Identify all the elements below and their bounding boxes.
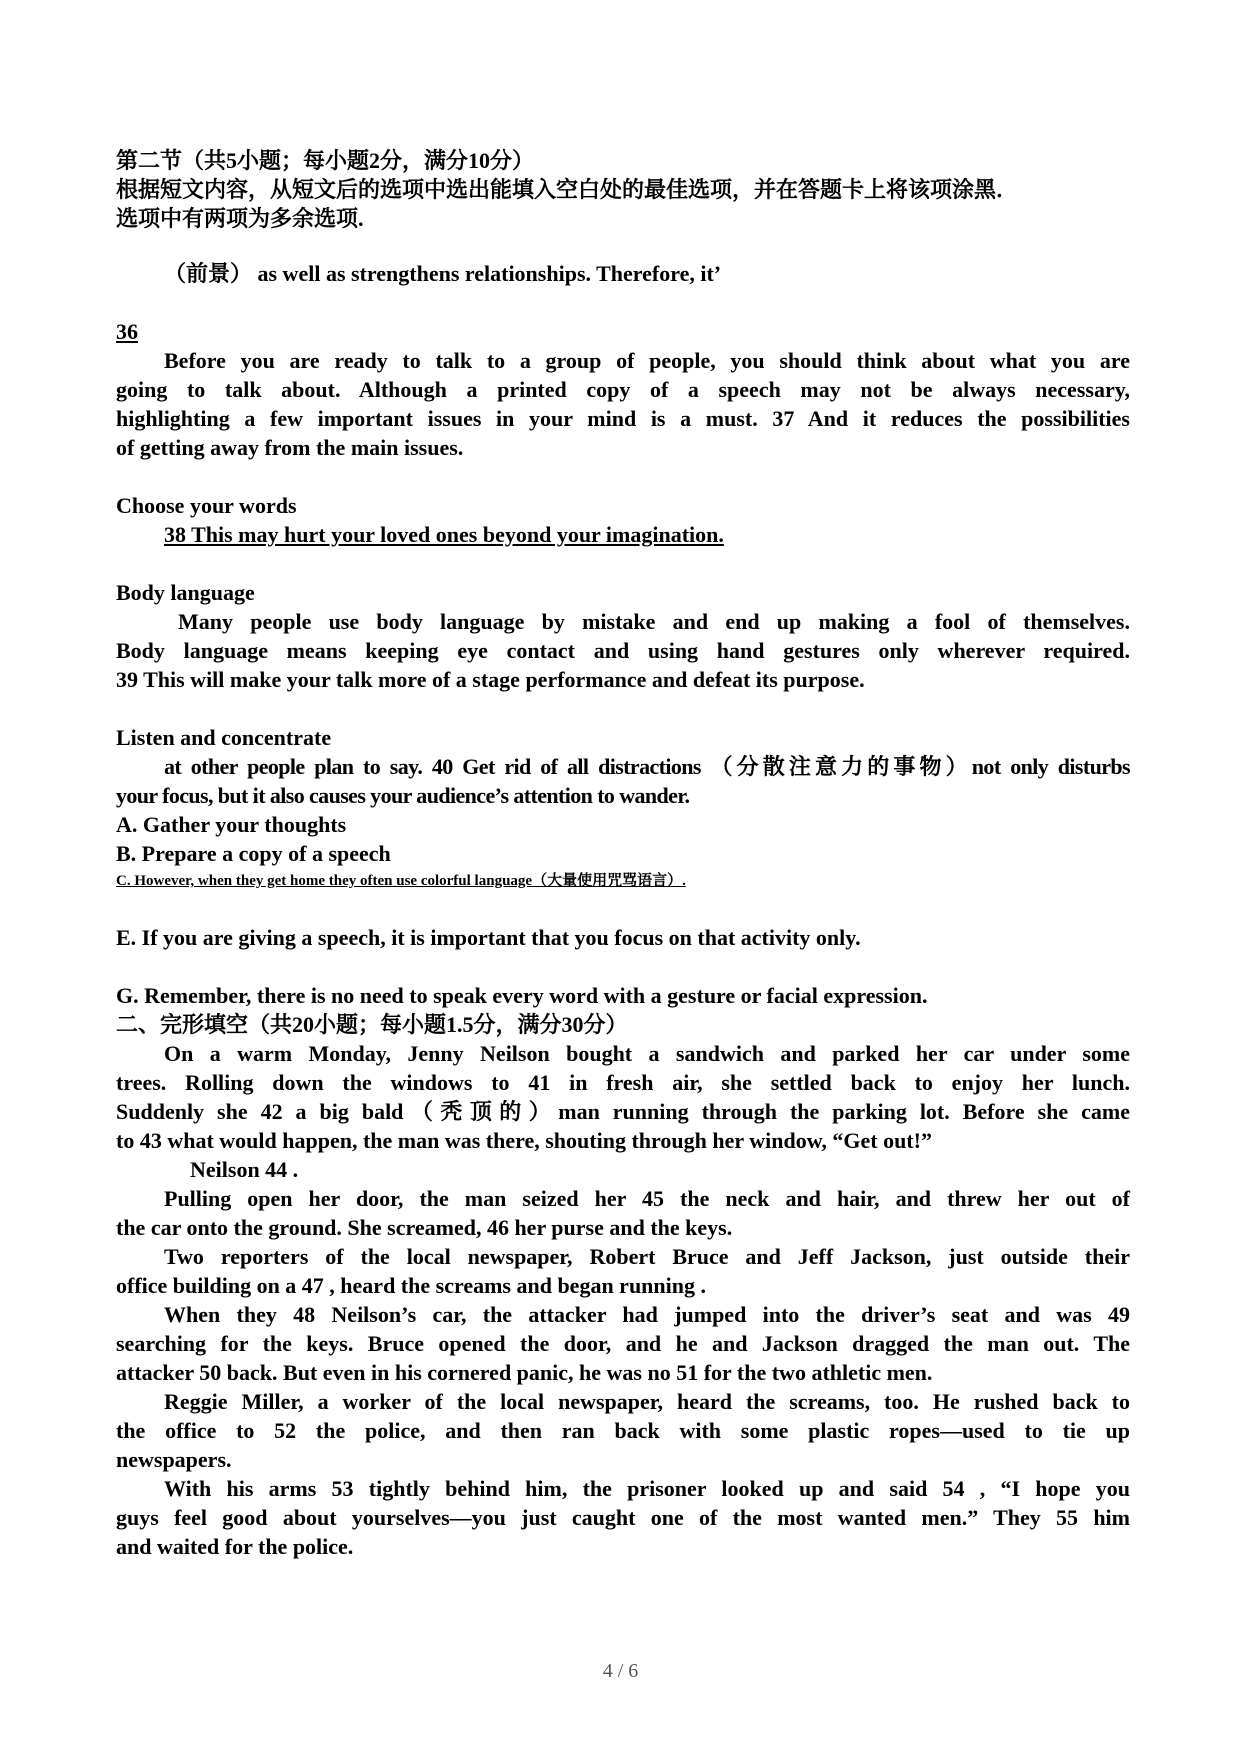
paragraph-line: 39 This will make your talk more of a stage performance and defeat its purpose. — [116, 667, 865, 692]
option-e: E. If you are giving a speech, it is important that you focus on that activity only. — [116, 925, 861, 950]
cloze-line: Two reporters of the local newspaper, Robert Bruce and Jeff Jackson, just outside their — [164, 1244, 1130, 1269]
cloze-line: When they 48 Neilson’s car, the attacker had jumped into the driver’s seat and was 49 — [164, 1302, 1130, 1327]
subheading-listen: Listen and concentrate — [116, 725, 332, 750]
cloze-line: Suddenly she 42 a big bald（秃顶的）man running through the parking lot. Before she came — [116, 1099, 1130, 1124]
paragraph-line: highlighting a few important issues in your mind is a must. 37 And it reduces the possibilities — [116, 406, 1130, 431]
paragraph-line: your focus, but it also causes your audience’s attention to wander. — [116, 783, 690, 808]
cloze-line: guys feel good about yourselves—you just caught one of the most wanted men.” They 55 him — [116, 1505, 1130, 1530]
cloze-line: office building on a 47 , heard the screams and began running . — [116, 1273, 707, 1298]
paragraph-line: Body language means keeping eye contact and using hand gestures only wherever required. — [116, 638, 1130, 663]
option-b: B. Prepare a copy of a speech — [116, 841, 391, 866]
option-a: A. Gather your thoughts — [116, 812, 347, 837]
option-c: C. However, when they get home they often use colorful language（大量使用咒骂语言）. — [116, 873, 686, 889]
cloze-line: Reggie Miller, a worker of the local newspaper, heard the screams, too. He rushed back to — [164, 1389, 1130, 1414]
blank-36: 36 — [116, 319, 138, 344]
cloze-line: to 43 what would happen, the man was there, shouting through her window, “Get out!” — [116, 1128, 932, 1153]
cloze-line: Pulling open her door, the man seized her 45 the neck and hair, and threw her out of — [164, 1186, 1130, 1211]
paragraph-line: Before you are ready to talk to a group of people, you should think about what you are — [164, 348, 1130, 373]
cloze-line: newspapers. — [116, 1447, 232, 1472]
section-heading: 第二节（共5小题；每小题2分，满分10分） — [116, 148, 535, 173]
cloze-line: the office to 52 the police, and then ran back with some plastic ropes—used to tie up — [116, 1418, 1130, 1443]
paragraph-line: going to talk about. Although a printed copy of a speech may not be always necessary, — [116, 377, 1130, 402]
cloze-line: searching for the keys. Bruce opened the door, and he and Jackson dragged the man out. The — [116, 1331, 1130, 1356]
passage-fragment: （前景） as well as strengthens relationships. Therefore, it’ — [164, 261, 722, 286]
paragraph-line: at other people plan to say. 40 Get rid of all distractions （分散注意力的事物）not only disturbs — [164, 754, 1130, 779]
cloze-line: and waited for the police. — [116, 1534, 354, 1559]
document-page — [116, 146, 1130, 1561]
line-38: 38 This may hurt your loved ones beyond your imagination. — [164, 522, 724, 547]
subheading-choose-words: Choose your words — [116, 493, 297, 518]
cloze-line: Neilson 44 . — [190, 1157, 299, 1182]
cloze-line: On a warm Monday, Jenny Neilson bought a sandwich and parked her car under some — [164, 1041, 1130, 1066]
paragraph-line: of getting away from the main issues. — [116, 435, 464, 460]
option-g: G. Remember, there is no need to speak every word with a gesture or facial expression. — [116, 983, 928, 1008]
cloze-line: attacker 50 back. But even in his cornered panic, he was no 51 for the two athletic men. — [116, 1360, 933, 1385]
page-number: 4 / 6 — [602, 1660, 639, 1682]
part-heading: 二、完形填空（共20小题；每小题1.5分，满分30分） — [116, 1012, 628, 1037]
instruction-line: 选项中有两项为多余选项. — [116, 206, 364, 231]
paragraph-line: Many people use body language by mistake and end up making a fool of themselves. — [178, 609, 1130, 634]
cloze-line: trees. Rolling down the windows to 41 in fresh air, she settled back to enjoy her lunch. — [116, 1070, 1130, 1095]
cloze-line: the car onto the ground. She screamed, 46 her purse and the keys. — [116, 1215, 733, 1240]
instruction-line: 根据短文内容，从短文后的选项中选出能填入空白处的最佳选项，并在答题卡上将该项涂黑． — [116, 177, 1019, 202]
cloze-line: With his arms 53 tightly behind him, the prisoner looked up and said 54 , “I hope you — [164, 1476, 1130, 1501]
subheading-body-language: Body language — [116, 580, 255, 605]
